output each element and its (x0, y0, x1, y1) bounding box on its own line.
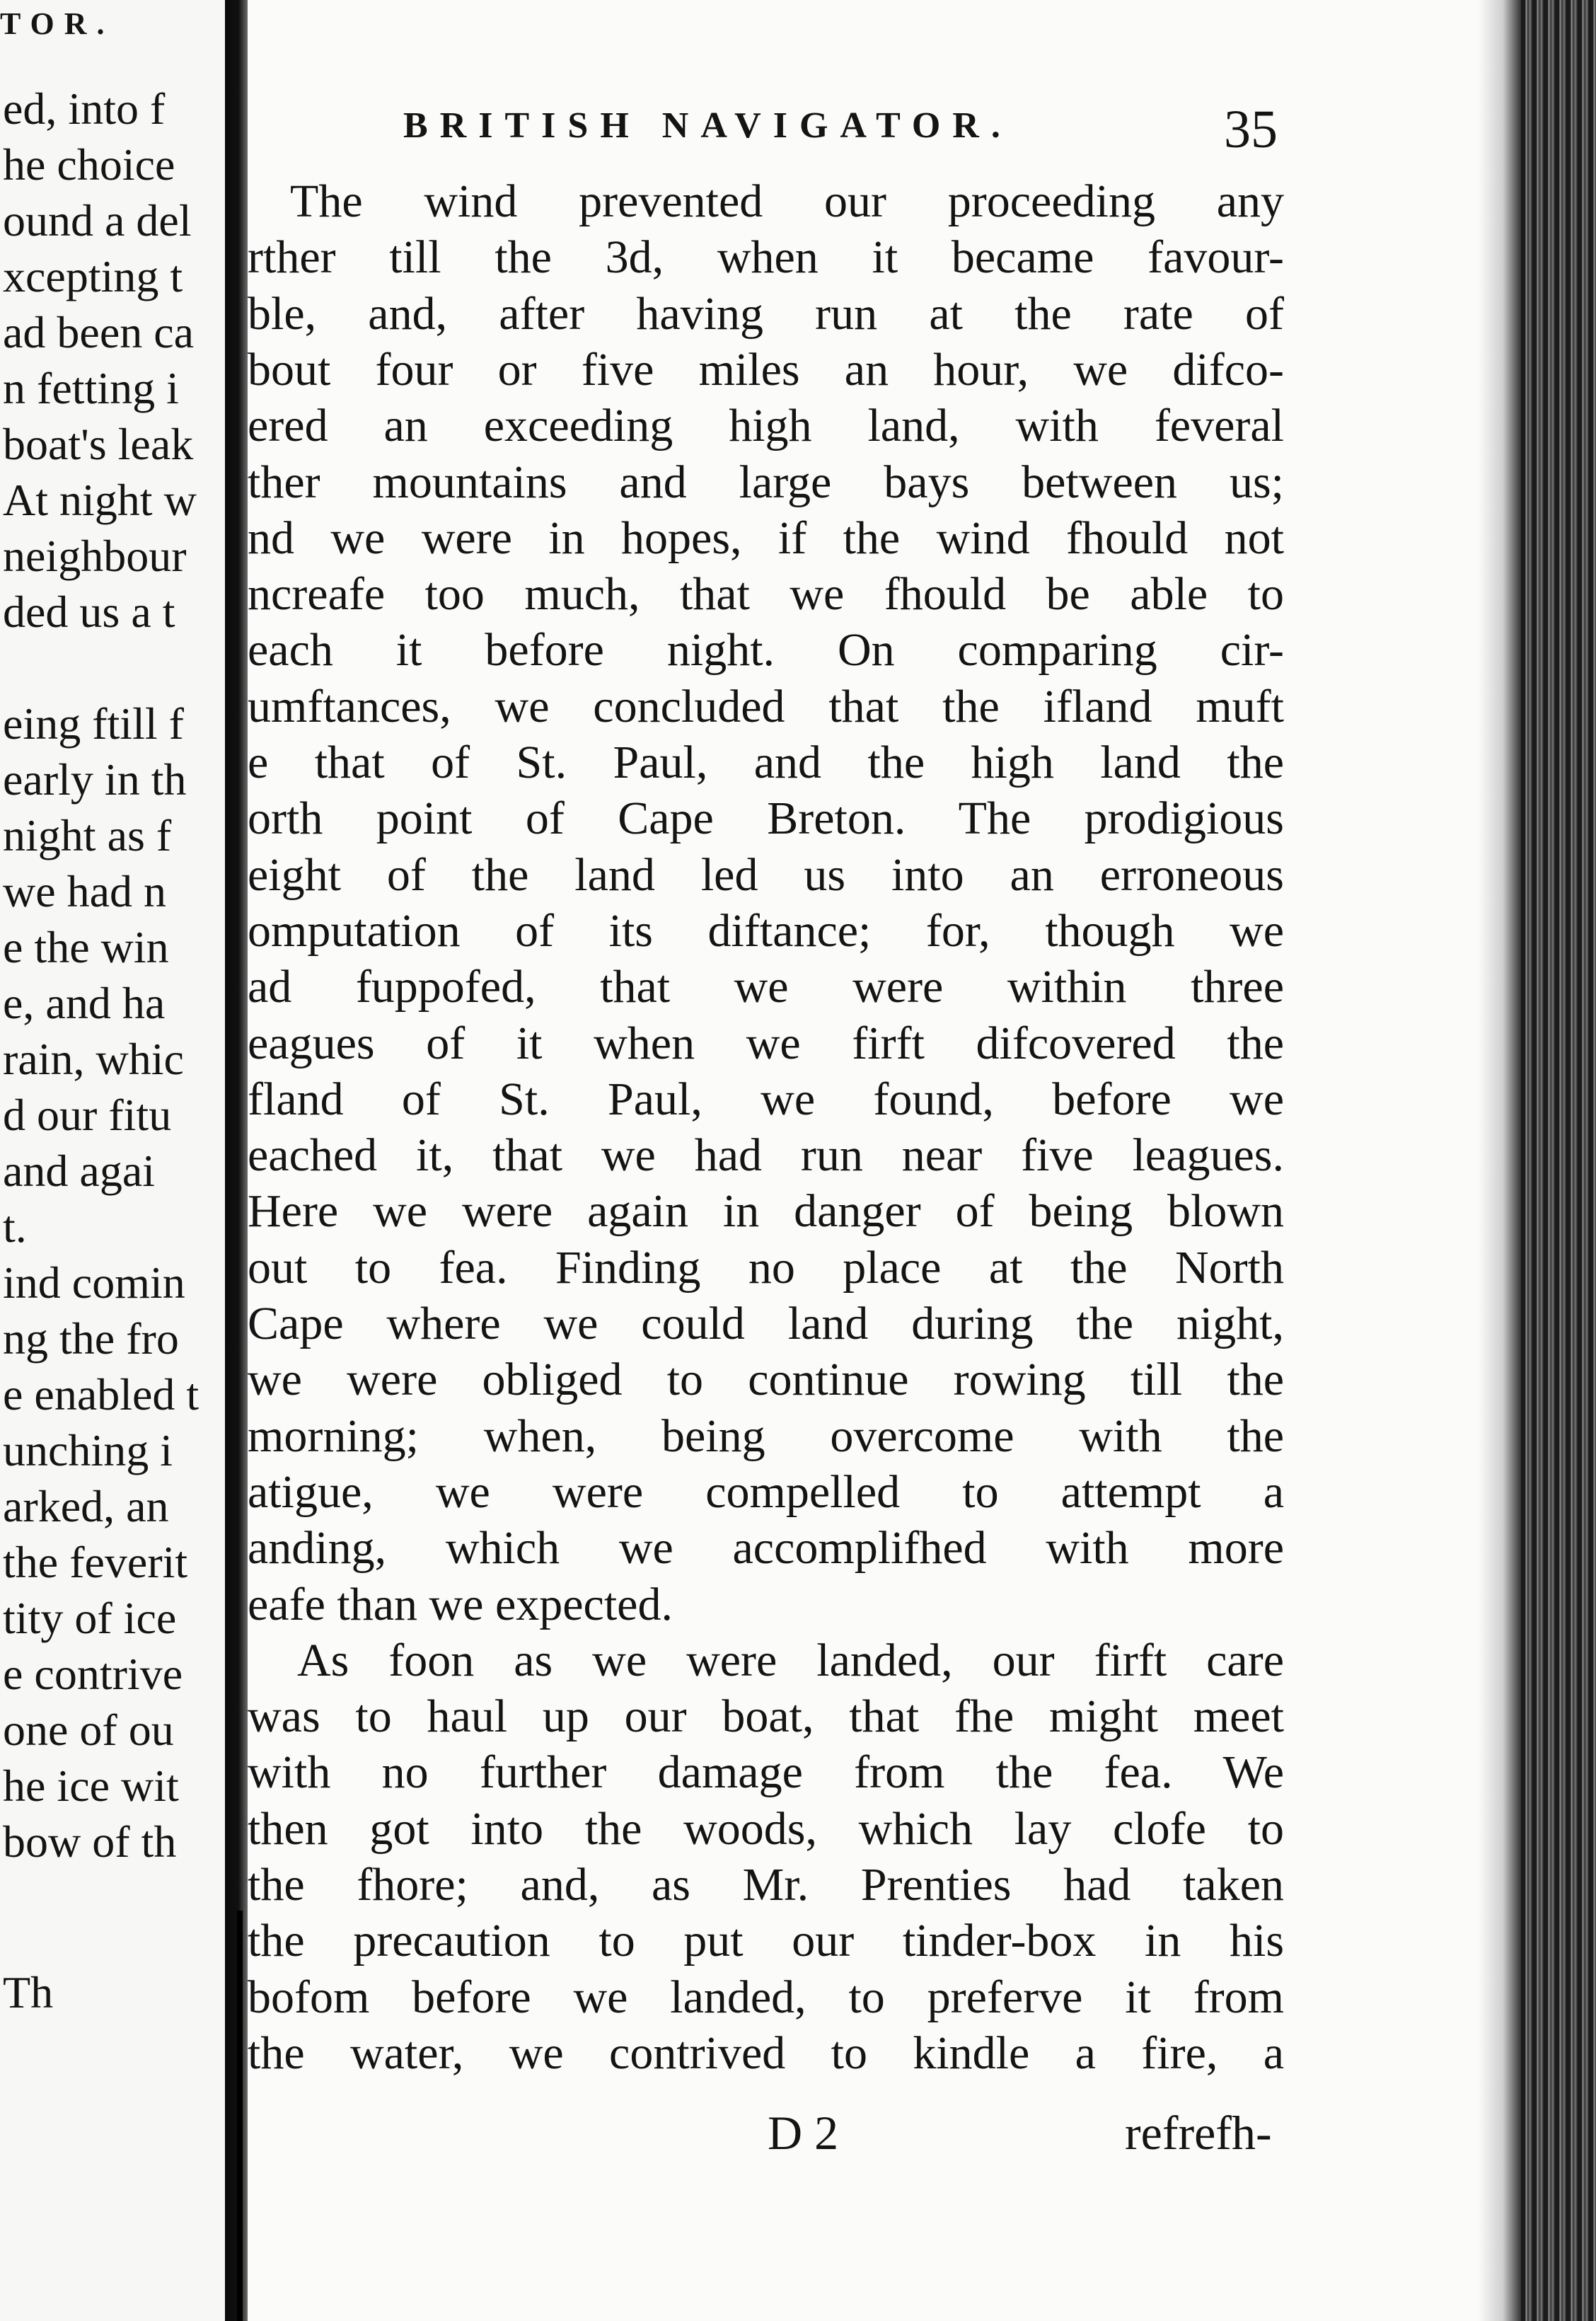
text-line: e that of St. Paul, and the high land the (248, 737, 1284, 788)
left-text-line: ound a del (3, 195, 192, 246)
text-line: the precaution to put our tinder-box in his (248, 1915, 1284, 1967)
left-text-line: e contrive (3, 1649, 183, 1699)
left-text-line: tity of ice (3, 1593, 177, 1643)
text-line: eached it, that we had run near five leagues. (248, 1129, 1284, 1182)
text-line: Here we were again in danger of being blown (248, 1185, 1284, 1238)
left-text-line: eing ftill f (3, 698, 184, 749)
text-line: the fhore; and, as Mr. Prenties had taken (248, 1859, 1284, 1911)
text-line: each it before night. On comparing cir- (248, 624, 1284, 676)
text-line: orth point of Cape Breton. The prodigious (248, 793, 1284, 845)
text-line: The wind prevented our proceeding any (290, 175, 1284, 227)
left-text-line: At night w (3, 475, 197, 525)
left-text-line: e enabled t (3, 1369, 200, 1419)
text-line: then got into the woods, which lay clofe to (248, 1802, 1284, 1855)
text-line: anding, which we accomplifhed with more (248, 1522, 1284, 1574)
text-line: bout four or five miles an hour, we difco- (248, 343, 1284, 396)
gutter-fold-line (237, 1911, 243, 2321)
text-line: out to fea. Finding no place at the North (248, 1241, 1284, 1294)
left-text-line: and agai (3, 1146, 155, 1196)
left-text-line: Th (3, 1967, 54, 2017)
left-text-line: n fetting i (3, 363, 179, 413)
left-text-line: unching i (3, 1425, 173, 1475)
right-page (248, 0, 1521, 2321)
left-facing-page (0, 0, 233, 2321)
left-text-line: early in th (3, 754, 187, 805)
running-head: BRITISH NAVIGATOR. (403, 105, 1012, 146)
text-line: eagues of it when we firft difcovered the (248, 1017, 1284, 1069)
left-text-line: ded us a t (3, 587, 175, 637)
text-line: rther till the 3d, when it became favour- (248, 231, 1284, 284)
text-line: eafe than we expected. (248, 1578, 673, 1630)
text-line: omputation of its diftance; for, though we (248, 904, 1284, 957)
text-line: ad fuppofed, that we were within three (248, 961, 1284, 1013)
text-line: ncreafe too much, that we fhould be able to (248, 568, 1284, 621)
left-text-line: ad been ca (3, 307, 195, 357)
left-text-line: xcepting t (3, 251, 183, 301)
text-line: fland of St. Paul, we found, before we (248, 1073, 1284, 1125)
text-line: with no further damage from the fea. We (248, 1746, 1284, 1799)
page-edge-shadow (1479, 0, 1522, 2321)
text-line: As foon as we were landed, our firft care (297, 1634, 1284, 1686)
left-text-line: t. (3, 1202, 27, 1252)
text-line: ble, and, after having run at the rate of (248, 287, 1284, 340)
left-text-line: neighbour (3, 531, 187, 581)
text-line: Cape where we could land during the night, (248, 1298, 1284, 1349)
text-line: the water, we contrived to kindle a fire, a (248, 2027, 1284, 2079)
left-text-line: boat's leak (3, 419, 194, 469)
text-line: nd we were in hopes, if the wind fhould not (248, 512, 1284, 564)
text-line: ered an exceeding high land, with feveral (248, 400, 1284, 452)
book-gutter (225, 0, 248, 2321)
text-line: we were obliged to continue rowing till the (248, 1354, 1284, 1406)
left-text-line: e the win (3, 922, 169, 972)
text-line: atigue, we were compelled to attempt a (248, 1465, 1284, 1518)
text-line: morning; when, being overcome with the (248, 1410, 1284, 1462)
left-text-line: he ice wit (3, 1761, 179, 1811)
signature-mark: D 2 (768, 2106, 839, 2160)
text-line: ther mountains and large bays between us; (248, 456, 1284, 508)
left-text-line: ed, into f (3, 83, 166, 134)
left-text-line: bow of th (3, 1816, 177, 1867)
left-text-line: one of ou (3, 1705, 174, 1755)
left-text-line: e, and ha (3, 978, 166, 1028)
left-text-line: rain, whic (3, 1034, 184, 1084)
text-line: umftances, we concluded that the ifland muft (248, 680, 1284, 732)
left-text-line: ind comin (3, 1257, 185, 1308)
left-text-line: he choice (3, 139, 175, 190)
left-text-line: the feverit (3, 1537, 188, 1587)
left-running-head: TOR. (0, 6, 115, 41)
text-line: was to haul up our boat, that fhe might meet (248, 1691, 1284, 1743)
page-number: 35 (1224, 100, 1278, 159)
left-text-line: d our fitu (3, 1090, 172, 1140)
text-line: eight of the land led us into an erroneous (248, 848, 1284, 901)
left-text-line: arked, an (3, 1481, 169, 1531)
left-text-line: ng the fro (3, 1313, 179, 1364)
left-text-line: we had n (3, 866, 167, 916)
text-line: bofom before we landed, to preferve it from (248, 1971, 1284, 2023)
left-text-line: night as f (3, 810, 172, 860)
page-edges (1521, 0, 1596, 2321)
catchword: refrefh- (1125, 2106, 1272, 2160)
